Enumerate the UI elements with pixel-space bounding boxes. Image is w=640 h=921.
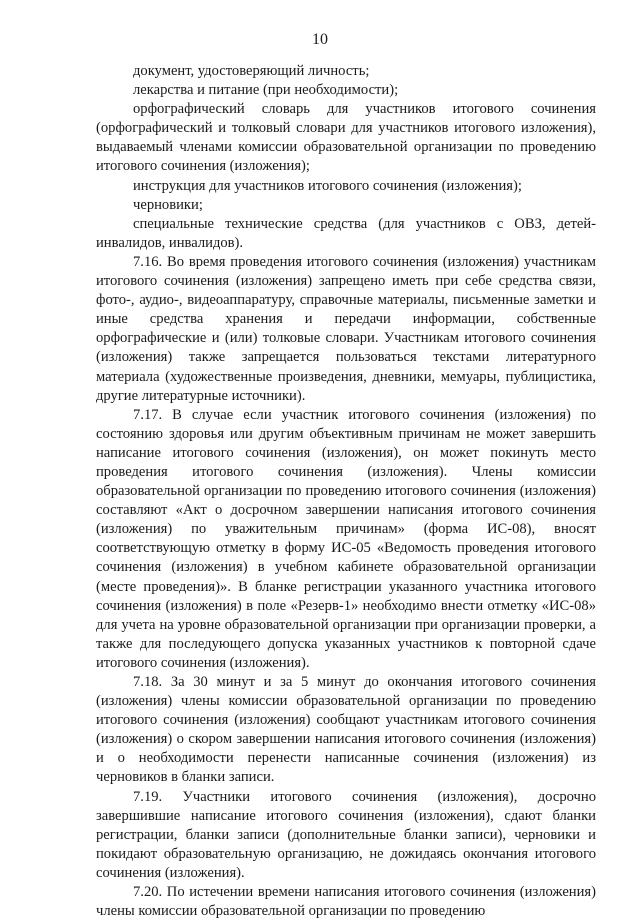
paragraph-instruction: инструкция для участников итогового сочинения (изложения); (133, 177, 522, 194)
paragraph-document-id: документ, удостоверяющий личность; (133, 63, 370, 79)
paragraph-dictionary: орфографический словарь для участников итогового сочинения (орфографический и толковый словари для участников итогового изложения), выдаваемый членами комиссии образовательной организации по проведению итогового сочинения (изложения); (96, 101, 596, 175)
paragraph-7-17: 7.17. В случае если участник итогового сочинения (изложения) по состоянию здоровья или другим объективным причинам не может завершить написание итогового сочинения (изложения), он может покинуть место проведения итогового сочинения (изложения). Члены комиссии образовательной организации по проведению итогового сочинения (изложения) составляют «Акт о досрочном завершении написания итогового сочинения (изложения) по уважительным причинам» (форма ИС-08), вносят соответствующую отметку в форму ИС-05 «Ведомость проведения итогового сочинения (изложения) в учебном кабинете образовательной организации (месте проведения)». В бланке регистрации указанного участника итогового сочинения (изложения) в поле «Резерв-1» необходимо внести отметку «ИС-08» для учета на уровне образовательной организации при организации проверки, а также для последующего допуска указанных участников к повторной сдаче итогового сочинения (изложения). (96, 406, 596, 671)
paragraph-special-means: специальные технические средства (для участников с ОВЗ, детей-инвалидов, инвалидов). (96, 215, 596, 251)
paragraph-7-16: 7.16. Во время проведения итогового сочинения (изложения) участникам итогового сочинения (изложения) запрещено иметь при себе средства связи, фото-, аудио-, видеоаппаратуру, справочные материалы, письменные заметки и иные средства хранения и передачи информации, собственные орфографические и (или) толковые словари. Участникам итогового сочинения (изложения) также запрещается пользоваться текстами литературного материала (художественные произведения, дневники, мемуары, публицистика, другие литературные источники). (96, 253, 596, 404)
paragraph-7-18: 7.18. За 30 минут и за 5 минут до окончания итогового сочинения (изложения) члены комиссии образовательной организации по проведению итогового сочинения (изложения) сообщают участникам итогового сочинения (изложения) о скором завершении написания итогового сочинения (изложения) и о необходимости перенести написанные сочинения (изложения) из черновиков в бланки записи. (96, 674, 596, 786)
document-body (96, 62, 596, 921)
paragraph-drafts: черновики; (133, 196, 203, 213)
paragraph-7-20: 7.20. По истечении времени написания итогового сочинения (изложения) члены комиссии образовательной организации по проведению (96, 884, 596, 920)
paragraph-medicine: лекарства и питание (при необходимости); (133, 82, 399, 99)
page-number: 10 (312, 31, 328, 48)
paragraph-7-19: 7.19. Участники итогового сочинения (изложения), досрочно завершившие написание итогового сочинения (изложения), сдают бланки регистрации, бланки записи (дополнительные бланки записи), черновики и покидают образовательную организацию, не дожидаясь окончания итогового сочинения (изложения). (96, 788, 596, 881)
